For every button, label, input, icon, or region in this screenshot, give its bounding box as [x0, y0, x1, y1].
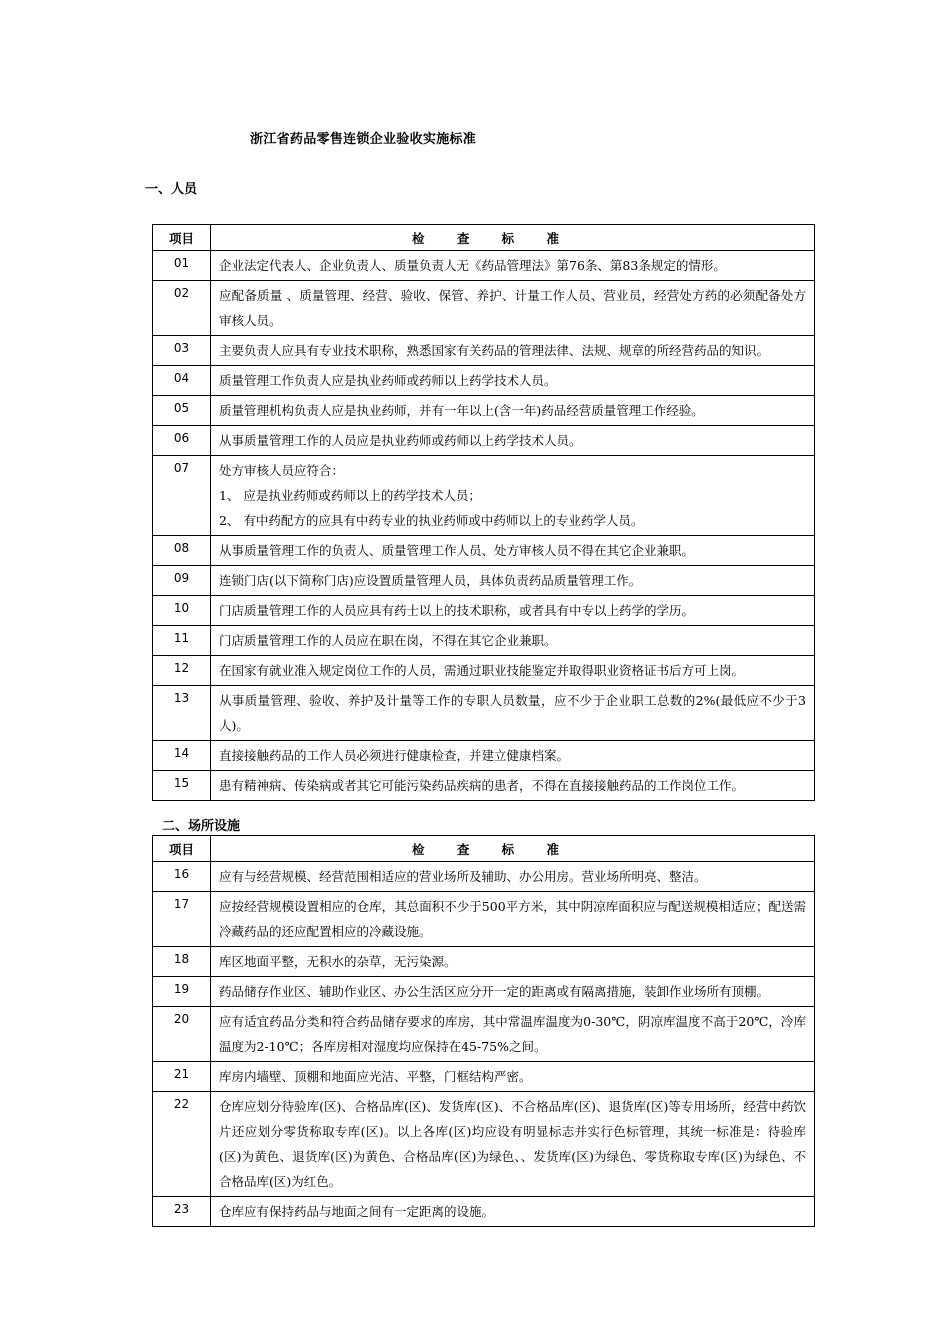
item-number: 13	[153, 686, 211, 741]
standard-text-multiline	[211, 456, 815, 536]
table-header-row	[153, 225, 815, 251]
standard-text: 门店质量管理工作的人员应具有药士以上的技术职称，或者具有中专以上药学的学历。	[211, 596, 815, 626]
item-number: 17	[153, 892, 211, 947]
table-row	[153, 892, 815, 947]
standard-text: 应有适宜药品分类和符合药品储存要求的库房，其中常温库温度为0-30℃，阴凉库温度不高于20℃，冷库温度为2-10℃；各库房相对湿度均应保持在45-75%之间。	[211, 1007, 815, 1062]
standard-text: 库区地面平整，无积水的杂草，无污染源。	[211, 947, 815, 977]
item-number: 09	[153, 566, 211, 596]
standard-text: 从事质量管理工作的人员应是执业药师或药师以上药学技术人员。	[211, 426, 815, 456]
table-row	[153, 686, 815, 741]
table-row	[153, 251, 815, 281]
item-number: 19	[153, 977, 211, 1007]
standard-text-line: 2、 有中药配方的应具有中药专业的执业药师或中药师以上的专业药学人员。	[219, 513, 644, 528]
standard-text: 应配备质量 、质量管理、经营、验收、保管、养护、计量工作人员、营业员，经营处方药的必须配备处方审核人员。	[211, 281, 815, 336]
table-row	[153, 862, 815, 892]
personnel-standards-table	[152, 224, 815, 801]
standard-text: 门店质量管理工作的人员应在职在岗，不得在其它企业兼职。	[211, 626, 815, 656]
standard-text: 在国家有就业准入规定岗位工作的人员，需通过职业技能鉴定并取得职业资格证书后方可上岗。	[211, 656, 815, 686]
standard-text: 应有与经营规模、经营范围相适应的营业场所及辅助、办公用房。营业场所明亮、整洁。	[211, 862, 815, 892]
column-header-item: 项目	[153, 225, 211, 251]
item-number: 14	[153, 741, 211, 771]
table-row	[153, 1062, 815, 1092]
item-number: 03	[153, 336, 211, 366]
item-number: 05	[153, 396, 211, 426]
table-row	[153, 456, 815, 536]
table-header-row	[153, 836, 815, 862]
table-row	[153, 947, 815, 977]
table-row	[153, 1197, 815, 1227]
table-row	[153, 396, 815, 426]
table-row	[153, 426, 815, 456]
table-row	[153, 1007, 815, 1062]
column-header-item: 项目	[153, 836, 211, 862]
item-number: 12	[153, 656, 211, 686]
standard-text: 从事质量管理、验收、养护及计量等工作的专职人员数量，应不少于企业职工总数的2%(最低应不少于3人)。	[211, 686, 815, 741]
table-row	[153, 1092, 815, 1197]
item-number: 16	[153, 862, 211, 892]
table-row	[153, 626, 815, 656]
standard-text: 连锁门店(以下简称门店)应设置质量管理人员，具体负责药品质量管理工作。	[211, 566, 815, 596]
standard-text: 药品储存作业区、辅助作业区、办公生活区应分开一定的距离或有隔离措施，装卸作业场所有顶棚。	[211, 977, 815, 1007]
standard-text: 从事质量管理工作的负责人、质量管理工作人员、处方审核人员不得在其它企业兼职。	[211, 536, 815, 566]
standard-text: 仓库应划分待验库(区)、合格品库(区)、发货库(区)、不合格品库(区)、退货库(区)等专用场所，经营中药饮片还应划分零货称取专库(区)。以上各库(区)均应设有明显标志并实行色标管理，其统一标准是：待验库(区)为黄色、退货库(区)为黄色、合格品库(区)为绿色、、发货库(区)为绿色、零货称取专库(区)为绿色、不合格品库(区)为红色。	[211, 1092, 815, 1197]
table-row	[153, 741, 815, 771]
table-row	[153, 536, 815, 566]
item-number: 07	[153, 456, 211, 536]
table-row	[153, 596, 815, 626]
item-number: 23	[153, 1197, 211, 1227]
standard-text: 应按经营规模设置相应的仓库，其总面积不少于500平方米，其中阴凉库面积应与配送规模相适应；配送需冷藏药品的还应配置相应的冷藏设施。	[211, 892, 815, 947]
standard-text: 质量管理工作负责人应是执业药师或药师以上药学技术人员。	[211, 366, 815, 396]
item-number: 20	[153, 1007, 211, 1062]
item-number: 01	[153, 251, 211, 281]
standard-text-line: 1、 应是执业药师或药师以上的药学技术人员；	[219, 488, 481, 503]
item-number: 15	[153, 771, 211, 801]
standard-text: 库房内墙壁、顶棚和地面应光洁、平整，门框结构严密。	[211, 1062, 815, 1092]
table-row	[153, 977, 815, 1007]
item-number: 11	[153, 626, 211, 656]
table-row	[153, 656, 815, 686]
section-heading-facilities: 二、场所设施	[162, 819, 241, 834]
item-number: 22	[153, 1092, 211, 1197]
standard-text: 质量管理机构负责人应是执业药师，并有一年以上(含一年)药品经营质量管理工作经验。	[211, 396, 815, 426]
item-number: 04	[153, 366, 211, 396]
column-header-standard: 检 查 标 准	[211, 225, 815, 251]
item-number: 21	[153, 1062, 211, 1092]
standard-text-line: 处方审核人员应符合：	[219, 463, 345, 478]
facilities-standards-table	[152, 835, 815, 1227]
standard-text: 主要负责人应具有专业技术职称，熟悉国家有关药品的管理法律、法规、规章的所经营药品的知识。	[211, 336, 815, 366]
table-row	[153, 281, 815, 336]
item-number: 08	[153, 536, 211, 566]
table-row	[153, 366, 815, 396]
item-number: 02	[153, 281, 211, 336]
item-number: 18	[153, 947, 211, 977]
section-heading-personnel: 一、人员	[145, 182, 198, 197]
column-header-standard: 检 查 标 准	[211, 836, 815, 862]
standard-text: 患有精神病、传染病或者其它可能污染药品疾病的患者，不得在直接接触药品的工作岗位工作。	[211, 771, 815, 801]
table-row	[153, 566, 815, 596]
table-row	[153, 336, 815, 366]
table-row	[153, 771, 815, 801]
standard-text: 直接接触药品的工作人员必须进行健康检查，并建立健康档案。	[211, 741, 815, 771]
item-number: 10	[153, 596, 211, 626]
item-number: 06	[153, 426, 211, 456]
document-title: 浙江省药品零售连锁企业验收实施标准	[250, 132, 477, 147]
standard-text: 企业法定代表人、企业负责人、质量负责人无《药品管理法》第76条、第83条规定的情形。	[211, 251, 815, 281]
standard-text: 仓库应有保持药品与地面之间有一定距离的设施。	[211, 1197, 815, 1227]
